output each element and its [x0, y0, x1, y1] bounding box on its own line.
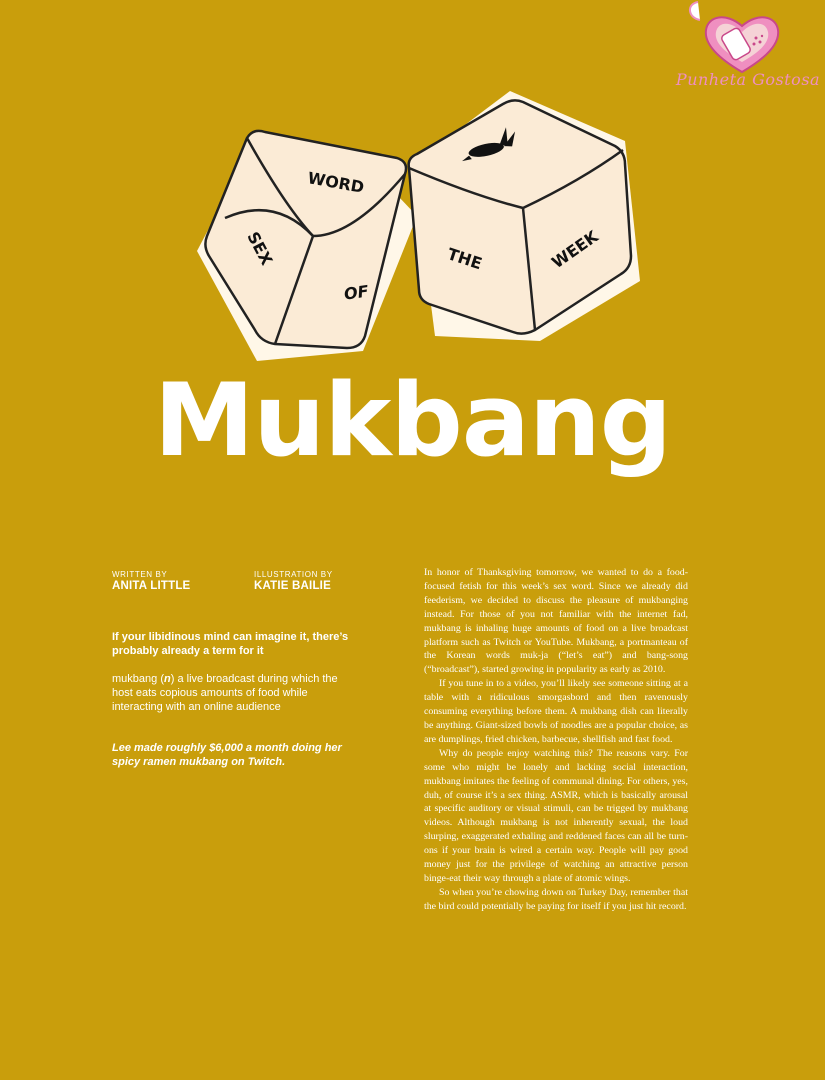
written-by-label: WRITTEN BY: [112, 570, 168, 579]
illustrator-name: KATIE BAILIE: [254, 580, 331, 592]
watermark-text: Punheta Gostosa: [675, 70, 821, 89]
author-name: ANITA LITTLE: [112, 580, 191, 592]
definition-text: a live broadcast during which the host eats copious amounts of food while interacting with an online audience: [112, 673, 338, 713]
definition-part-of-speech: n: [164, 673, 171, 685]
tagline: If your libidinous mind can imagine it, there’s probably already a term for it: [112, 631, 349, 657]
dice-word-2: OF: [342, 281, 370, 304]
usage-example: Lee made roughly $6,000 a month doing her spicy ramen mukbang on Twitch.: [112, 742, 342, 768]
definition: mukbang (n) a live broadcast during which the host eats copious amounts of food while interacting with an online audience: [112, 673, 338, 713]
dice-word-4: WEEK: [548, 226, 602, 273]
illustration-by-label: ILLUSTRATION BY: [254, 570, 333, 579]
page-title: Mukbang: [153, 361, 672, 479]
dice-word-3: THE: [445, 244, 485, 274]
dice-word-1: SEX: [243, 228, 277, 269]
article-paragraph: So when you’re chowing down on Turkey Day, remember that the bird could potentially be paying for itself if you just hit record.: [424, 886, 688, 912]
article-paragraph: In honor of Thanksgiving tomorrow, we wanted to do a food-focused fetish for this week’s sex word. Since we already did feederism, we decided to discuss the pleasure of mukbanging instead. For those of you not familiar with the internet fad, mukbang is inhaling huge amounts of food on a live broadcast platform such as Twitch or YouTube. Mukbang, a portmanteau of the Korean words muk-ja (“let’s eat”) and bang-song (“broadcast”), started growing in popularity as early as 2010.: [424, 567, 688, 676]
article-paragraph: Why do people enjoy watching this? The reasons vary. For some who might be lonely and lacking social interaction, mukbang imitates the feeling of communal dining. For others, yes, duh, of course it’s a sex thing. ASMR, which is basically arousal at specific auditory or visual stimuli, can be trigged by mukbang videos. Although mukbang is not inherently sexual, the loud slurping, exaggerated exhaling and reddened faces can all be turn-ons if your brain is wired a certain way. People will pay good money just for the privilege of watching an attractive person binge-eat their way through a plate of atomic wings.: [424, 747, 688, 884]
dice-word-0: WORD: [306, 168, 366, 197]
definition-word: mukbang: [112, 673, 158, 685]
article-body: [424, 566, 688, 914]
dice-illustration: [185, 86, 645, 361]
article-paragraph: If you tune in to a video, you’ll likely see someone sitting at a table with a ridiculous smorgasbord and then ravenously consuming everything before them. A mukbang dish can literally be anything. Giant-sized bowls of noodles are a popular choice, as are dumplings, fried chicken, barbecue, shellfish and fast food.: [424, 678, 688, 745]
